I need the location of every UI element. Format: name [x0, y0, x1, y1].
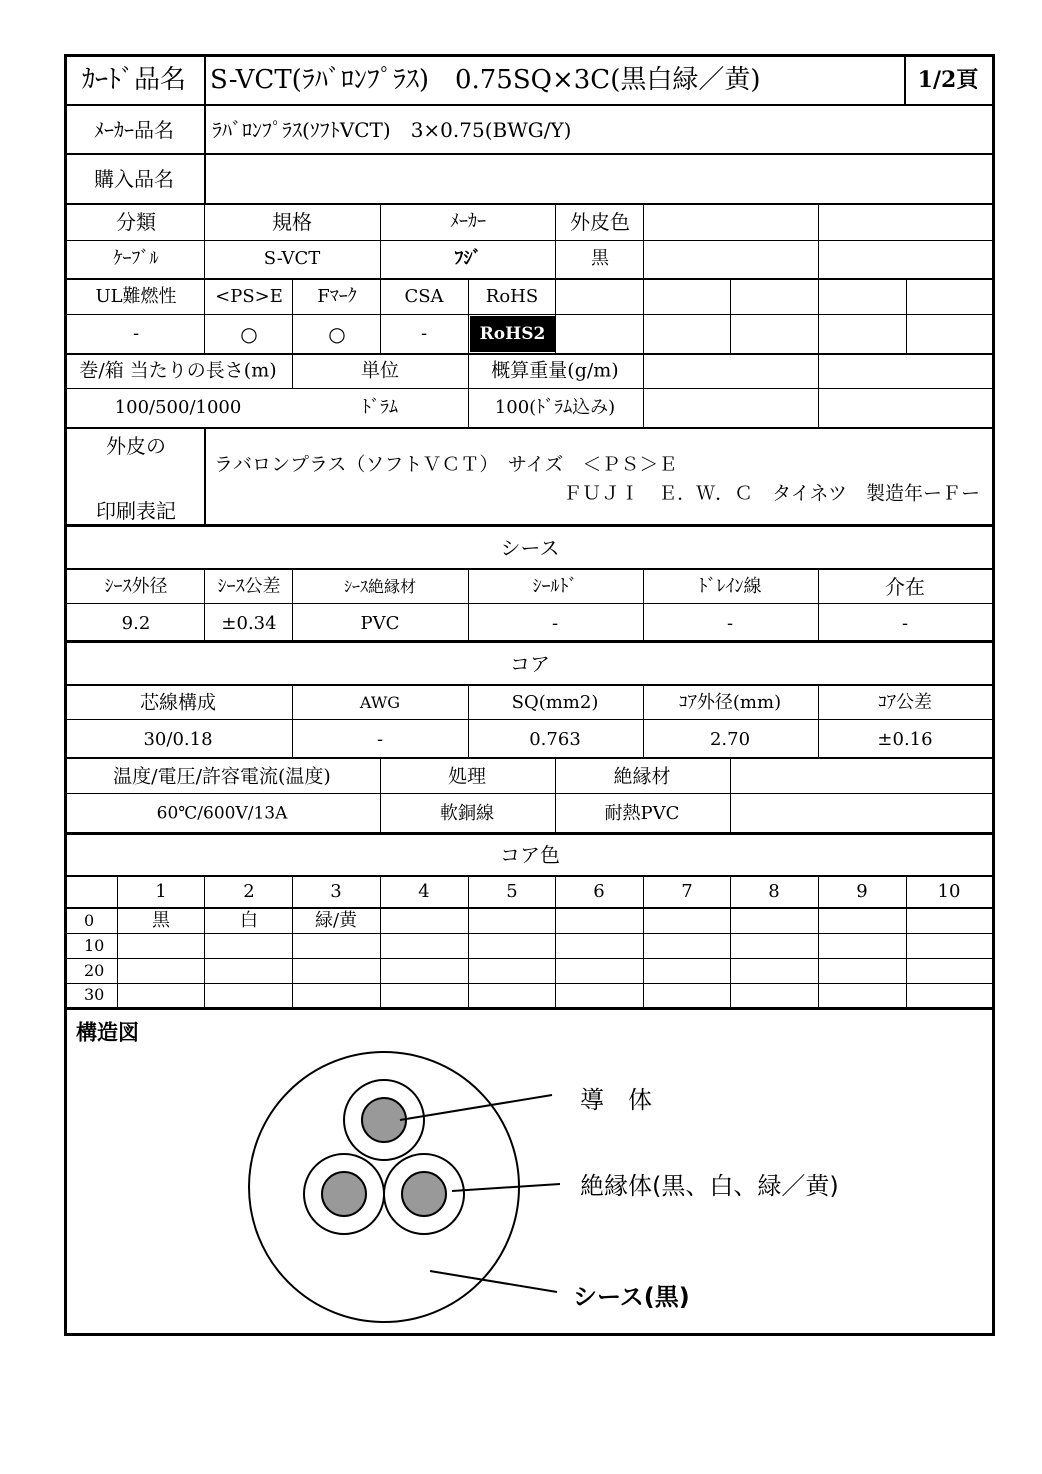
class-header: 外皮色 [570, 210, 630, 234]
std-value: ○ [240, 322, 258, 346]
core-header: SQ(mm2) [511, 692, 599, 713]
core-header: 芯線構成 [139, 691, 217, 714]
length-value: ﾄﾞﾗﾑ [362, 397, 398, 418]
core-header: ｺｱ公差 [878, 692, 932, 713]
core-value2: 耐熱PVC [604, 803, 680, 824]
std-value: ○ [328, 322, 346, 346]
printing-label-line1: 外皮の [106, 434, 166, 458]
class-header: 分類 [116, 210, 156, 234]
core-color-col: 7 [681, 881, 693, 902]
conductor-circle-left [322, 1172, 366, 1216]
sheath-header: 介在 [885, 575, 925, 599]
card-name-label: ｶｰﾄﾞ品名 [81, 65, 187, 95]
class-value: 黒 [591, 248, 609, 269]
sheath-value: - [726, 613, 734, 634]
core-header2: 温度/電圧/許容電流(温度) [113, 765, 331, 788]
sheath-header: ｼｰｽ外径 [104, 576, 168, 597]
core-value: - [376, 729, 384, 750]
core-color-col: 8 [768, 881, 780, 902]
sheath-value: 9.2 [121, 613, 151, 634]
label-sheath: シース(黒) [573, 1283, 690, 1311]
purchase-name-label: 購入品名 [94, 167, 174, 191]
label-conductor: 導 体 [580, 1086, 652, 1114]
std-header: UL難燃性 [95, 286, 177, 307]
structure-title: 構造図 [76, 1020, 139, 1045]
core-color-col: 10 [937, 881, 961, 902]
core-color-col: 6 [593, 881, 605, 902]
core-color-cell: 白 [240, 910, 258, 931]
core-color-col: 9 [856, 881, 868, 902]
core-color-col: 1 [155, 881, 167, 902]
core-color-row-label: 20 [84, 961, 105, 980]
sheath-header: ｼｰｽ公差 [217, 576, 281, 597]
core-color-row-label: 0 [84, 911, 95, 930]
class-header: ﾒｰｶｰ [450, 211, 486, 232]
sheath-value: PVC [360, 613, 400, 634]
maker-name-label: ﾒｰｶｰ品名 [94, 118, 174, 142]
length-header: 単位 [360, 359, 400, 382]
sheath-header: ﾄﾞﾚｲﾝ線 [698, 576, 762, 597]
core-value: ±0.16 [877, 729, 933, 750]
core-color-row-label: 30 [84, 985, 105, 1004]
std-header: <PS>E [215, 286, 283, 307]
class-value: ﾌｼﾞ [454, 248, 482, 269]
printing-line2: ＦＵＪＩ Ｅ．Ｗ．Ｃ タイネツ 製造年ーＦー [563, 482, 980, 505]
sheath-title: シース [500, 536, 560, 560]
length-header: 巻/箱 当たりの長さ(m) [79, 359, 277, 382]
length-value: 100/500/1000 [114, 397, 242, 418]
std-header: CSA [404, 286, 444, 307]
core-value: 2.70 [709, 729, 751, 750]
std-header: RoHS [485, 286, 539, 307]
core-header2: 絶縁材 [613, 765, 671, 788]
core-value2: 軟銅線 [440, 803, 494, 824]
sheath-value: - [901, 613, 909, 634]
core-header: AWG [359, 693, 401, 712]
core-header: ｺｱ外径(mm) [678, 692, 782, 713]
sheath-value: ±0.34 [221, 613, 277, 634]
std-value: - [420, 323, 428, 344]
length-header: 概算重量(g/m) [491, 359, 619, 382]
core-value2: 60℃/600V/13A [156, 803, 288, 824]
core-value: 30/0.18 [143, 729, 213, 750]
sheath-value: - [551, 613, 559, 634]
std-value: - [132, 323, 140, 344]
class-header: 規格 [272, 210, 312, 234]
core-title: コア [510, 652, 550, 676]
maker-name: ﾗﾊﾞﾛﾝﾌﾟﾗｽ(ｿﾌﾄVCT) 3×0.75(BWG/Y) [212, 118, 572, 142]
page-number: 1/2頁 [917, 67, 979, 93]
core-color-cell: 黒 [152, 910, 170, 931]
conductor-circle-right [402, 1172, 446, 1216]
core-value: 0.763 [529, 729, 581, 750]
class-value: S-VCT [263, 248, 321, 269]
label-insulator: 絶縁体(黒、白、緑／黄) [580, 1172, 839, 1200]
core-color-title: コア色 [500, 843, 560, 867]
sheath-header: ｼｰﾙﾄﾞ [532, 576, 578, 597]
core-header2: 処理 [447, 765, 487, 788]
std-header: Fﾏｰｸ [317, 286, 357, 307]
core-color-cell: 緑/黄 [314, 910, 358, 931]
core-color-col: 5 [506, 881, 518, 902]
core-color-col: 4 [418, 881, 430, 902]
class-value: ｹｰﾌﾞﾙ [113, 248, 159, 269]
sheath-header: ｼｰｽ絶縁材 [343, 577, 417, 596]
printing-line1: ラバロンプラス（ソフトＶＣＴ） サイズ ＜ＰＳ＞Ｅ [214, 453, 678, 476]
conductor-circle-top [362, 1098, 406, 1142]
printing-label-line2: 印刷表記 [96, 499, 176, 523]
core-color-col: 2 [243, 881, 255, 902]
core-color-col: 3 [330, 881, 342, 902]
core-color-row-label: 10 [84, 936, 105, 955]
length-value: 100(ﾄﾞﾗﾑ込み) [494, 397, 616, 418]
card-name: S-VCT(ﾗﾊﾞﾛﾝﾌﾟﾗｽ) 0.75SQ×3C(黒白緑／黄) [210, 65, 761, 95]
rohs2-badge: RoHS2 [470, 316, 555, 352]
